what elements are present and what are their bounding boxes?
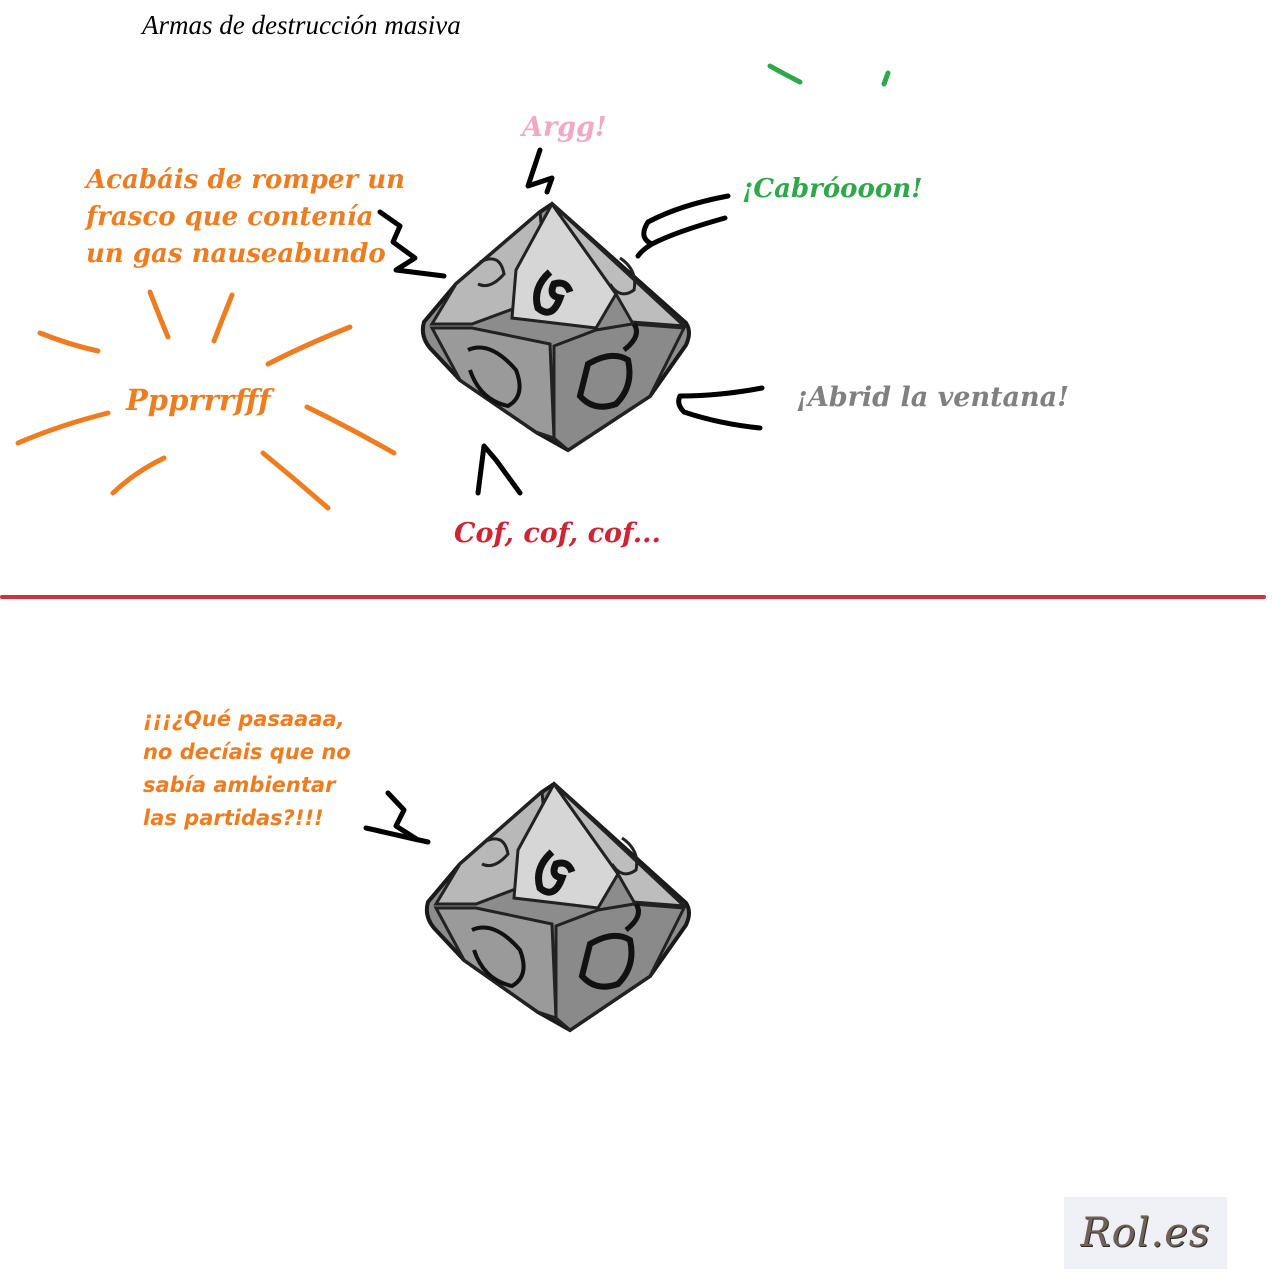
reaction-abrid-ventana: ¡Abrid la ventana! bbox=[796, 382, 1070, 413]
roles-logo-icon bbox=[1064, 1197, 1227, 1269]
fart-sound-effect: Ppprrrfff bbox=[126, 383, 271, 417]
comic-title: Armas de destrucción masiva bbox=[142, 10, 461, 40]
gm-speech: ¡¡¡¿Qué pasaaaa, no decíais que no sabía ambientar las partidas?!!! bbox=[143, 707, 351, 830]
reaction-cabron: ¡Cabróooon! bbox=[742, 174, 923, 204]
narration-caption: Acabáis de romper un frasco que contenía un gas nauseabundo bbox=[86, 165, 406, 269]
reaction-argg: Argg! bbox=[522, 112, 607, 143]
reaction-cof: Cof, cof, cof... bbox=[454, 518, 661, 549]
logo-text: Rol.es bbox=[1080, 1210, 1211, 1256]
